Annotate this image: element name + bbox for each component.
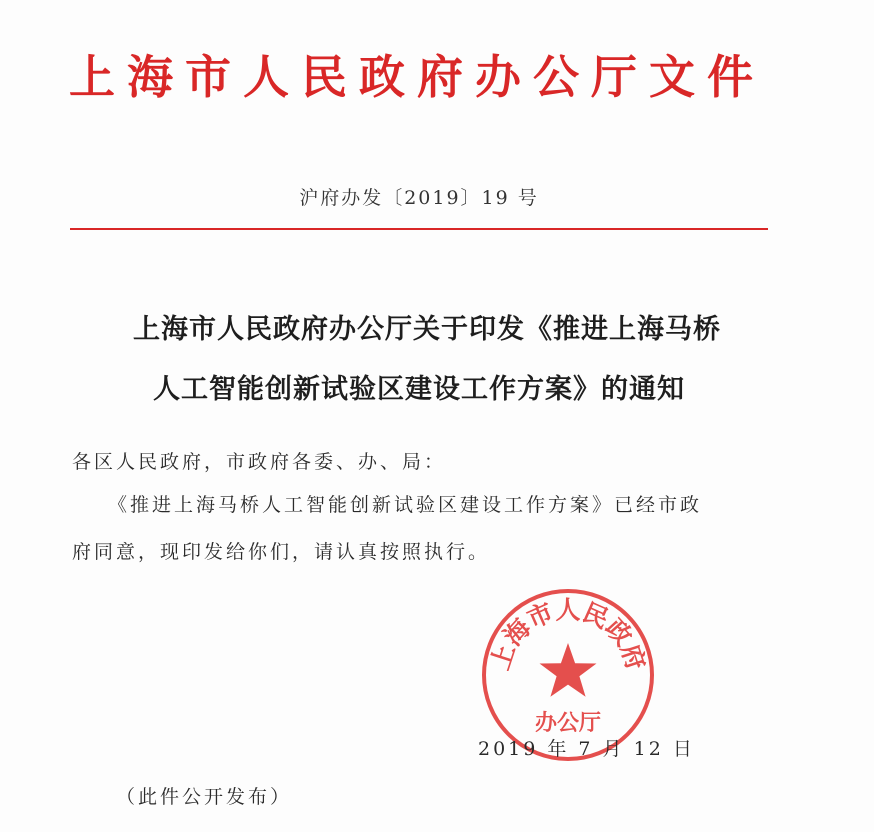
seal-arc-text: 上海市人民政府	[485, 595, 651, 674]
public-release-note: （此件公开发布）	[116, 786, 293, 808]
body-paragraph-line-2: 府同意，现印发给你们，请认真按照执行。	[72, 541, 491, 563]
red-divider	[70, 228, 768, 230]
document-masthead: 上海市人民政府办公厅文件	[69, 50, 765, 104]
body-paragraph-line-1: 《推进上海马桥人工智能创新试验区建设工作方案》已经市政	[108, 494, 703, 516]
signing-date: 2019 年 7 月 12 日	[478, 738, 695, 760]
document-title-line-2: 人工智能创新试验区建设工作方案》的通知	[153, 374, 685, 405]
document-number: 沪府办发〔2019〕19 号	[299, 187, 539, 209]
document-title-line-1: 上海市人民政府办公厅关于印发《推进上海马桥	[133, 314, 721, 345]
seal-bottom-text: 办公厅	[534, 710, 602, 736]
seal-star-icon	[540, 643, 597, 697]
addressee: 各区人民政府，市政府各委、办、局：	[72, 451, 447, 473]
